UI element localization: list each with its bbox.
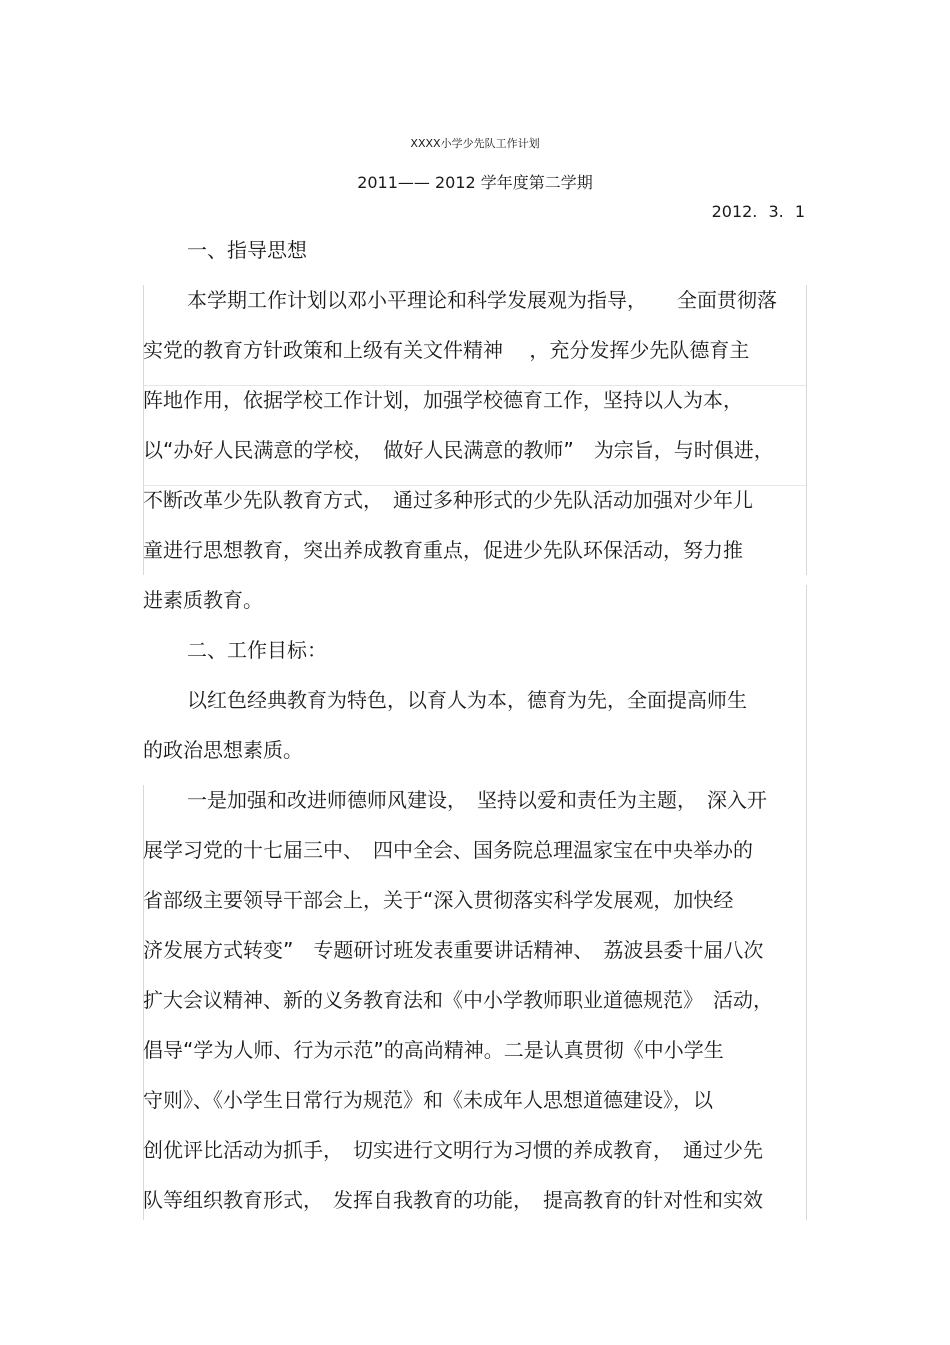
scan-rule-right-upper: [806, 285, 807, 575]
paragraph-line: 省部级主要领导干部会上，关于“深入贯彻落实科学发展观，加快经: [143, 888, 734, 912]
paragraph-line: 实党的教育方针政策和上级有关文件精神 ，充分发挥少先队德育主: [143, 338, 750, 362]
paragraph-line: 阵地作用，依据学校工作计划，加强学校德育工作，坚持以人为本，: [143, 388, 743, 412]
paragraph-line: 本学期工作计划以邓小平理论和科学发展观为指导， 全面贯彻落: [187, 288, 777, 312]
paragraph-line: 一是加强和改进师德师风建设， 坚持以爱和责任为主题， 深入开: [187, 788, 767, 812]
paragraph-line: 队等组织教育形式， 发挥自我教育的功能， 提高教育的针对性和实效: [143, 1188, 763, 1212]
paragraph-line: 济发展方式转变” 专题研讨班发表重要讲话精神、 荔波县委十届八次: [143, 938, 764, 962]
paragraph-line: 童进行思想教育，突出养成教育重点，促进少先队环保活动，努力推: [143, 538, 743, 562]
paragraph-line: 扩大会议精神、新的义务教育法和《中小学教师职业道德规范》 活动，: [143, 988, 773, 1012]
document-subtitle: 2011—— 2012 学年度第二学期: [357, 173, 593, 192]
paragraph-line: 守则》、《小学生日常行为规范》和《未成年人思想道德建设》，以: [143, 1088, 713, 1112]
paragraph-line: 倡导“学为人师、行为示范”的高尚精神。二是认真贯彻《中小学生: [143, 1038, 724, 1062]
paragraph-line: 以红色经典教育为特色，以育人为本，德育为先，全面提高师生: [187, 688, 747, 712]
document-date: 2012. 3. 1: [711, 202, 805, 221]
document-title: XXXX小学少先队工作计划: [410, 137, 540, 150]
paragraph-line: 的政治思想素质。: [143, 738, 303, 762]
scan-rule-right-lower: [806, 585, 807, 1220]
paragraph-line: 进素质教育。: [143, 588, 263, 612]
paragraph-line: 创优评比活动为抓手， 切实进行文明行为习惯的养成教育， 通过少先: [143, 1138, 763, 1162]
section-heading-work-goals: 二、工作目标：: [187, 638, 327, 662]
paragraph-line: 展学习党的十七届三中、 四中全会、国务院总理温家宝在中央举办的: [143, 838, 753, 862]
scan-rule-left-upper: [143, 285, 144, 575]
section-heading-guiding-ideology: 一、指导思想: [187, 238, 307, 262]
paragraph-line: 不断改革少先队教育方式， 通过多种形式的少先队活动加强对少年儿: [143, 488, 753, 512]
paragraph-line: 以“办好人民满意的学校， 做好人民满意的教师” 为宗旨，与时俱进，: [143, 438, 774, 462]
